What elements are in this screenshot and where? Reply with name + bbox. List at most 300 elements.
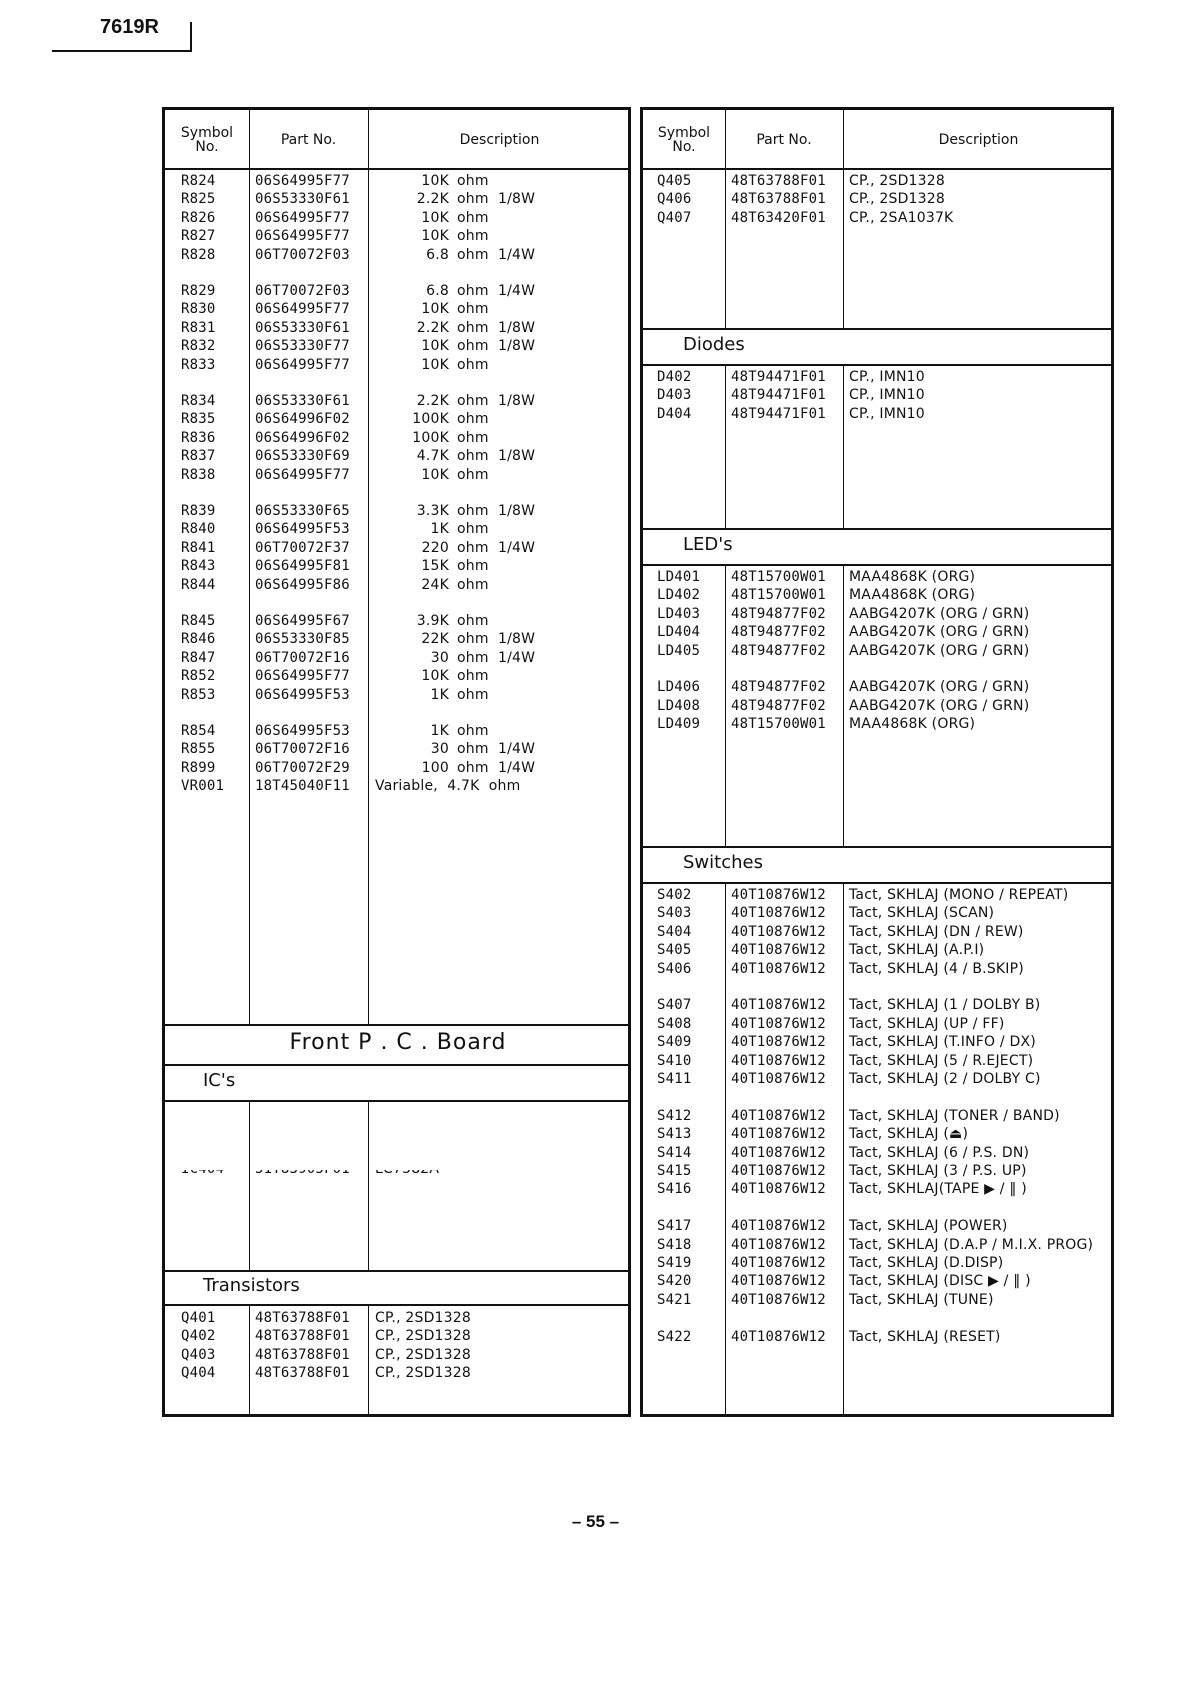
table-row: [643, 1271, 1111, 1291]
symbol-cell: R832: [181, 338, 216, 355]
part-number-cell: 48T63788F01: [731, 191, 826, 208]
table-row: [643, 1216, 1111, 1236]
symbol-cell: S418: [657, 1236, 692, 1253]
description-cell: ohm: [457, 429, 489, 446]
table-row: [643, 1253, 1111, 1273]
symbol-cell: R853: [181, 686, 216, 703]
part-number-cell: 40T10876W12: [731, 960, 826, 977]
table-row: [165, 208, 628, 228]
description-cell: CP., IMN10: [849, 387, 925, 404]
part-number-cell: 48T15700W01: [731, 716, 826, 733]
part-number-cell: 48T63788F01: [255, 1328, 350, 1345]
header-symbol: Symbol No.: [657, 125, 711, 155]
part-number-cell: 40T10876W12: [731, 1328, 826, 1345]
table-row: [165, 281, 628, 301]
symbol-cell: S410: [657, 1052, 692, 1069]
description-cell: ohm: [457, 411, 489, 428]
part-number-cell: 06T70072F37: [255, 539, 350, 556]
part-number-cell: 06S64995F53: [255, 521, 350, 538]
table-row: [165, 355, 628, 375]
symbol-cell: LD406: [657, 679, 701, 696]
part-number-cell: 40T10876W12: [731, 1236, 826, 1253]
part-number-cell: 06S64995F77: [255, 301, 350, 318]
part-number-cell: 40T10876W12: [731, 942, 826, 959]
table-row: [643, 714, 1111, 734]
description-cell: ohm 1/4W: [457, 246, 536, 263]
table-row: [643, 171, 1111, 191]
part-number-cell: 06S64996F02: [255, 429, 350, 446]
part-number-cell: 40T10876W12: [731, 887, 826, 903]
part-number-cell: 40T10876W12: [731, 905, 826, 922]
part-number-cell: 48T15700W01: [731, 569, 826, 585]
part-number-cell: 40T10876W12: [731, 1015, 826, 1032]
part-number-cell: 48T63788F01: [731, 173, 826, 189]
symbol-cell: R846: [181, 631, 216, 648]
part-number-cell: 18T45040F11: [255, 778, 350, 795]
symbol-cell: S405: [657, 942, 692, 959]
part-number-cell: 48T94471F01: [731, 387, 826, 404]
description-cell: ohm: [457, 521, 489, 538]
table-row: [643, 885, 1111, 905]
symbol-cell: LD408: [657, 697, 701, 714]
symbol-cell: S422: [657, 1328, 692, 1345]
model-divider: [190, 22, 192, 52]
description-cell: CP., IMN10: [849, 369, 925, 385]
header-part: Part No.: [756, 132, 812, 148]
value-cell: 1K: [430, 723, 449, 739]
description-cell: ohm: [457, 613, 489, 629]
symbol-cell: Q407: [657, 209, 692, 226]
description-cell: ohm: [457, 209, 489, 226]
part-number-cell: 06S64995F77: [255, 356, 350, 373]
description-cell: CP., 2SA1037K: [849, 209, 954, 226]
description-cell: Tact, SKHLAJ (1 / DOLBY B): [849, 997, 1041, 1014]
symbol-cell: R826: [181, 209, 216, 226]
description-cell: MAA4868K (ORG): [849, 569, 976, 585]
table-row: [643, 622, 1111, 642]
description-cell: Tact, SKHLAJ (6 / P.S. DN): [849, 1144, 1030, 1161]
description-cell: Tact, SKHLAJ (MONO / REPEAT): [849, 887, 1069, 903]
description-cell: Tact, SKHLAJ (D.DISP): [849, 1255, 1004, 1271]
part-number-cell: 06S53330F65: [255, 503, 350, 519]
table-row: [643, 903, 1111, 923]
value-cell: 10K: [421, 228, 449, 245]
description-cell: Tact, SKHLAJ (RESET): [849, 1328, 1001, 1345]
symbol-cell: LD402: [657, 587, 701, 604]
part-number-cell: 06S53330F85: [255, 631, 350, 648]
symbol-cell: S404: [657, 923, 692, 940]
description-cell: CP., IMN10: [849, 405, 925, 422]
symbol-cell: S421: [657, 1291, 692, 1308]
part-number-cell: 06S53330F61: [255, 319, 350, 336]
description-cell: Tact, SKHLAJ (D.A.P / M.I.X. PROG): [849, 1236, 1094, 1253]
table-row: [643, 1161, 1111, 1181]
value-cell: 10K: [421, 466, 449, 483]
description-cell: ohm: [457, 668, 489, 685]
symbol-cell: S408: [657, 1015, 692, 1032]
description-cell: Tact, SKHLAJ (POWER): [849, 1218, 1008, 1235]
table-row: [165, 629, 628, 649]
description-cell: CP., 2SD1328: [849, 191, 945, 208]
value-cell: 3.3K: [416, 503, 449, 519]
part-number-cell: 06S53330F61: [255, 191, 350, 208]
symbol-cell: R840: [181, 521, 216, 538]
symbol-cell: S414: [657, 1144, 692, 1161]
table-row: [165, 758, 628, 778]
table-row: [165, 336, 628, 356]
part-number-cell: 06T70072F03: [255, 283, 350, 299]
table-row: [643, 940, 1111, 960]
symbol-cell: S403: [657, 905, 692, 922]
description-cell: Tact, SKHLAJ (2 / DOLBY C): [849, 1071, 1041, 1087]
description-cell: ohm 1/8W: [457, 319, 536, 336]
table-row: [165, 721, 628, 741]
table-row: [165, 465, 628, 485]
description-cell: ohm 1/8W: [457, 338, 536, 355]
table-row: [165, 171, 628, 191]
table-row: [643, 1051, 1111, 1071]
description-cell: MAA4868K (ORG): [849, 587, 976, 604]
table-row: [165, 428, 628, 448]
part-number-cell: 40T10876W12: [731, 1126, 826, 1143]
diodes-title: Diodes: [683, 334, 745, 355]
symbol-cell: Q401: [181, 1310, 216, 1326]
description-cell: Tact, SKHLAJ (A.P.I): [849, 942, 985, 959]
symbol-cell: R852: [181, 668, 216, 685]
description-cell: ohm: [457, 466, 489, 483]
description-cell: ohm 1/8W: [457, 503, 536, 519]
part-number-cell: 48T94471F01: [731, 369, 826, 385]
description-cell: Tact, SKHLAJ (⏏): [849, 1126, 969, 1143]
symbol-cell: S411: [657, 1071, 692, 1087]
symbol-cell: S420: [657, 1273, 692, 1290]
table-row: [643, 385, 1111, 405]
description-cell: AABG4207K (ORG / GRN): [849, 642, 1030, 659]
part-number-cell: 40T10876W12: [731, 1107, 826, 1124]
part-number-cell: 06S64995F53: [255, 686, 350, 703]
part-number-cell: 06S64995F67: [255, 613, 350, 629]
symbol-cell: R844: [181, 576, 216, 593]
table-row: [643, 585, 1111, 605]
description-cell: Tact, SKHLAJ (UP / FF): [849, 1015, 1005, 1032]
part-number-cell: 06S64995F77: [255, 228, 350, 245]
description-cell: AABG4207K (ORG / GRN): [849, 697, 1030, 714]
table-row: [165, 226, 628, 246]
part-number-cell: 06S64995F77: [255, 466, 350, 483]
table-row: [165, 1363, 628, 1383]
description-cell: ohm: [457, 686, 489, 703]
leds-title: LED's: [683, 534, 733, 555]
symbol-cell: R837: [181, 448, 216, 465]
right-parts-table: [640, 107, 1114, 1417]
value-cell: 10K: [421, 301, 449, 318]
table-row: [643, 959, 1111, 979]
description-cell: ohm 1/8W: [457, 393, 536, 409]
table-row: [165, 409, 628, 429]
value-cell: 30: [430, 741, 449, 758]
symbol-cell: S409: [657, 1034, 692, 1051]
value-cell: 2.2K: [416, 393, 449, 409]
description-cell: ohm 1/4W: [457, 741, 536, 758]
table-row: [165, 611, 628, 631]
part-number-cell: 06S64995F77: [255, 209, 350, 226]
table-row: [643, 604, 1111, 624]
part-number-cell: 40T10876W12: [731, 997, 826, 1014]
symbol-cell: D402: [657, 369, 692, 385]
table-row: [643, 208, 1111, 228]
part-number-cell: 40T10876W12: [731, 1273, 826, 1290]
symbol-cell: LD409: [657, 716, 701, 733]
value-cell: 6.8: [426, 283, 449, 299]
symbol-cell: S417: [657, 1218, 692, 1235]
value-cell: 6.8: [426, 246, 449, 263]
symbol-cell: R827: [181, 228, 216, 245]
symbol-cell: D403: [657, 387, 692, 404]
description-cell: CP., 2SD1328: [375, 1328, 471, 1345]
symbol-cell: S412: [657, 1107, 692, 1124]
part-number-cell: 48T94471F01: [731, 405, 826, 422]
symbol-cell: R855: [181, 741, 216, 758]
description-cell: ohm: [457, 228, 489, 245]
symbol-cell: Q404: [181, 1365, 216, 1382]
value-cell: 220: [421, 539, 449, 556]
table-row: [643, 567, 1111, 587]
symbol-cell: LD405: [657, 642, 701, 659]
part-number-cell: 40T10876W12: [731, 1034, 826, 1051]
front-board-title: Front P . C . Board: [289, 1030, 507, 1055]
part-number-cell: 06S64995F77: [255, 668, 350, 685]
description-cell: Tact, SKHLAJ (5 / R.EJECT): [849, 1052, 1034, 1069]
value-cell: 1K: [430, 521, 449, 538]
part-number-cell: 40T10876W12: [731, 1181, 826, 1198]
description-cell: Tact, SKHLAJ(TAPE ▶ / ‖ ): [849, 1181, 1027, 1198]
table-row: [643, 1014, 1111, 1034]
part-number-cell: 06S64995F86: [255, 576, 350, 593]
description-cell: CP., 2SD1328: [849, 173, 945, 189]
value-cell: 1K: [430, 686, 449, 703]
part-number-cell: 06T70072F16: [255, 741, 350, 758]
part-number-cell: 06S53330F61: [255, 393, 350, 409]
symbol-cell: R836: [181, 429, 216, 446]
symbol-cell: Q402: [181, 1328, 216, 1345]
table-row: [165, 739, 628, 759]
description-cell: ohm 1/4W: [457, 649, 536, 666]
description-cell: Tact, SKHLAJ (4 / B.SKIP): [849, 960, 1024, 977]
ics-title: IC's: [203, 1070, 236, 1091]
part-number-cell: 48T94877F02: [731, 605, 826, 622]
table-row: [643, 1124, 1111, 1144]
value-cell: 2.2K: [416, 319, 449, 336]
description-cell: ohm: [457, 173, 489, 189]
transistors-title: Transistors: [203, 1275, 300, 1296]
description-cell: ohm: [457, 558, 489, 575]
value-cell: 10K: [421, 668, 449, 685]
left-parts-table: [162, 107, 631, 1417]
table-row: [643, 1069, 1111, 1089]
table-row: [165, 501, 628, 521]
symbol-cell: S419: [657, 1255, 692, 1271]
description-cell: CP., 2SD1328: [375, 1310, 471, 1326]
table-row: [643, 641, 1111, 661]
description-cell: Tact, SKHLAJ (T.INFO / DX): [849, 1034, 1036, 1051]
description-cell: Tact, SKHLAJ (3 / P.S. UP): [849, 1163, 1027, 1179]
part-number-cell: 48T63788F01: [255, 1346, 350, 1363]
description-cell: ohm 1/8W: [457, 631, 536, 648]
model-number: 7619R: [100, 16, 159, 38]
symbol-cell: LD401: [657, 569, 701, 585]
value-cell: 24K: [421, 576, 449, 593]
symbol-cell: R831: [181, 319, 216, 336]
symbol-cell: R847: [181, 649, 216, 666]
part-number-cell: 40T10876W12: [731, 1163, 826, 1179]
symbol-cell: R845: [181, 613, 216, 629]
part-number-cell: 48T63788F01: [255, 1365, 350, 1382]
description-cell: ohm: [457, 356, 489, 373]
part-number-cell: 40T10876W12: [731, 923, 826, 940]
symbol-cell: R854: [181, 723, 216, 739]
part-number-cell: 06S53330F77: [255, 338, 350, 355]
description-cell: Tact, SKHLAJ (DN / REW): [849, 923, 1024, 940]
symbol-cell: R825: [181, 191, 216, 208]
table-row: [165, 685, 628, 705]
table-row: [165, 189, 628, 209]
symbol-cell: S407: [657, 997, 692, 1014]
description-cell: ohm 1/8W: [457, 448, 536, 465]
symbol-cell: R824: [181, 173, 216, 189]
part-number-cell: 48T15700W01: [731, 587, 826, 604]
symbol-cell: R828: [181, 246, 216, 263]
description-cell: ohm 1/4W: [457, 539, 536, 556]
part-number-cell: 48T63788F01: [255, 1310, 350, 1326]
symbol-cell: R841: [181, 539, 216, 556]
table-row: [165, 318, 628, 338]
description-cell: CP., 2SD1328: [375, 1346, 471, 1363]
symbol-cell: R834: [181, 393, 216, 409]
part-number-cell: 40T10876W12: [731, 1291, 826, 1308]
symbol-cell: R830: [181, 301, 216, 318]
symbol-cell: S413: [657, 1126, 692, 1143]
part-number-cell: 40T10876W12: [731, 1052, 826, 1069]
value-cell: 15K: [421, 558, 449, 575]
value-cell: 2.2K: [416, 191, 449, 208]
part-number-cell: 06S64995F81: [255, 558, 350, 575]
table-row: [643, 922, 1111, 942]
part-number-cell: 06T70072F29: [255, 759, 350, 776]
symbol-cell: S416: [657, 1181, 692, 1198]
table-row: [643, 1106, 1111, 1126]
value-cell: 3.9K: [416, 613, 449, 629]
description-cell: AABG4207K (ORG / GRN): [849, 605, 1030, 622]
symbol-cell: R899: [181, 759, 216, 776]
symbol-cell: VR001: [181, 778, 225, 795]
table-row: [165, 446, 628, 466]
table-row: [165, 1326, 628, 1346]
part-number-cell: 48T94877F02: [731, 624, 826, 641]
symbol-cell: Q406: [657, 191, 692, 208]
description-cell: Tact, SKHLAJ (SCAN): [849, 905, 995, 922]
table-row: [165, 299, 628, 319]
part-number-cell: 06T70072F16: [255, 649, 350, 666]
description-cell: ohm: [457, 301, 489, 318]
part-number-cell: 48T94877F02: [731, 679, 826, 696]
description-cell: CP., 2SD1328: [375, 1365, 471, 1382]
symbol-cell: Q403: [181, 1346, 216, 1363]
page-number: – 55 –: [571, 1512, 620, 1531]
table-row: [165, 538, 628, 558]
part-number-cell: 48T63420F01: [731, 209, 826, 226]
symbol-cell: LD403: [657, 605, 701, 622]
part-number-cell: 06S64996F02: [255, 411, 350, 428]
description-cell: ohm 1/4W: [457, 283, 536, 299]
model-underline: [52, 50, 192, 52]
table-row: [643, 189, 1111, 209]
header-description: Description: [938, 132, 1019, 148]
description-cell: AABG4207K (ORG / GRN): [849, 624, 1030, 641]
symbol-cell: R843: [181, 558, 216, 575]
description-cell: ohm 1/4W: [457, 759, 536, 776]
value-cell: 100K: [412, 429, 449, 446]
part-number-cell: 48T94877F02: [731, 642, 826, 659]
table-row: [643, 1143, 1111, 1163]
symbol-cell: Q405: [657, 173, 692, 189]
table-row: [165, 1308, 628, 1328]
part-number-cell: 40T10876W12: [731, 1218, 826, 1235]
description-cell: ohm: [457, 723, 489, 739]
part-number-cell: 06S53330F69: [255, 448, 350, 465]
value-cell: 100K: [412, 411, 449, 428]
symbol-cell: S415: [657, 1163, 692, 1179]
part-number-cell: 40T10876W12: [731, 1255, 826, 1271]
description-cell: ohm: [457, 576, 489, 593]
symbol-cell: LD404: [657, 624, 701, 641]
symbol-cell: R838: [181, 466, 216, 483]
symbol-cell: R829: [181, 283, 216, 299]
description-cell: Tact, SKHLAJ (TUNE): [849, 1291, 994, 1308]
table-row: [165, 519, 628, 539]
table-row: [165, 1345, 628, 1365]
table-row: [643, 1235, 1111, 1255]
description-cell: MAA4868K (ORG): [849, 716, 976, 733]
value-cell: 10K: [421, 173, 449, 189]
part-number-cell: 48T94877F02: [731, 697, 826, 714]
symbol-cell: D404: [657, 405, 692, 422]
table-row: [165, 575, 628, 595]
description-cell: AABG4207K (ORG / GRN): [849, 679, 1030, 696]
header-symbol: Symbol No.: [180, 125, 234, 155]
symbol-cell: R839: [181, 503, 216, 519]
value-cell: 10K: [421, 338, 449, 355]
header-description: Description: [459, 132, 540, 148]
header-part: Part No.: [280, 132, 337, 148]
table-row: [165, 776, 628, 796]
switches-title: Switches: [683, 852, 763, 873]
value-cell: 10K: [421, 209, 449, 226]
table-row: [643, 1327, 1111, 1347]
symbol-cell: S406: [657, 960, 692, 977]
table-row: [165, 391, 628, 411]
table-row: [643, 367, 1111, 387]
table-row: [643, 1032, 1111, 1052]
description-cell: Variable, 4.7K ohm: [375, 778, 521, 795]
description-cell: Tact, SKHLAJ (TONER / BAND): [849, 1107, 1060, 1124]
description-cell: ohm 1/8W: [457, 191, 536, 208]
table-row: [165, 245, 628, 265]
value-cell: 22K: [421, 631, 449, 648]
value-cell: 30: [430, 649, 449, 666]
part-number-cell: 06T70072F03: [255, 246, 350, 263]
table-row: [643, 1290, 1111, 1310]
table-row: [165, 666, 628, 686]
